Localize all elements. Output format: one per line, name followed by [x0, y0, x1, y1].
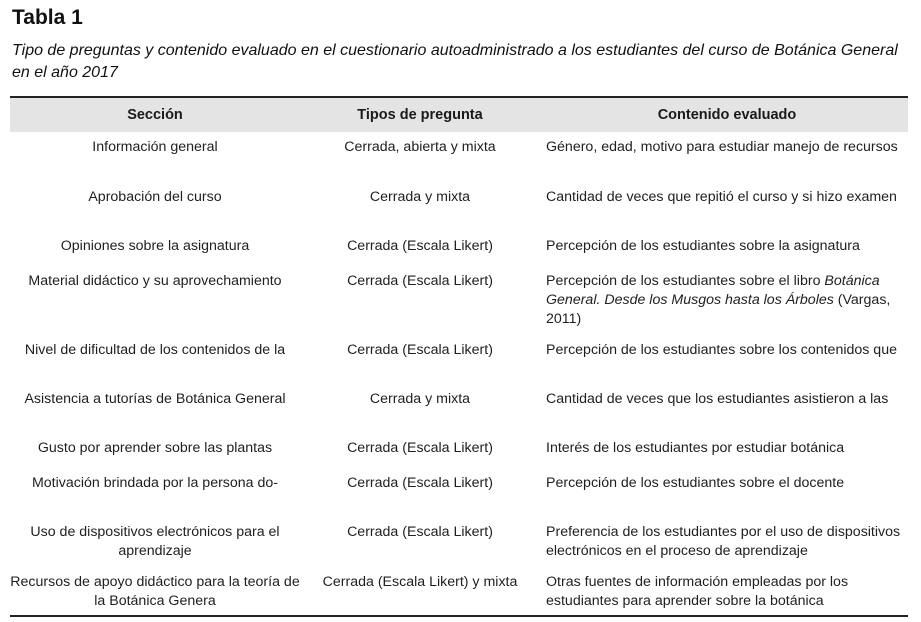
cell-seccion: Material didáctico y su aprovechamiento: [28, 273, 282, 289]
cell-contenido: Cantidad de veces que repitió el curso y si hizo examen: [546, 189, 897, 205]
cell-tipos: Cerrada (Escala Likert): [347, 475, 493, 491]
cell-tipos: Cerrada (Escala Likert) y mixta: [322, 574, 518, 590]
table-bottom-rule: [10, 615, 908, 617]
header-contenido-evaluado: Contenido evaluado: [657, 107, 797, 123]
table-header: [10, 98, 908, 132]
cell-seccion: Asistencia a tutorías de Botánica General: [24, 391, 286, 407]
cell-tipos: Cerrada (Escala Likert): [347, 524, 493, 540]
cell-tipos: Cerrada (Escala Likert): [347, 273, 493, 289]
cell-seccion: Recursos de apoyo didáctico para la teoría de la Botánica Genera: [10, 574, 300, 609]
cell-contenido: Percepción de los estudiantes sobre el docente: [546, 475, 845, 491]
cell-contenido: [546, 272, 908, 329]
cell-contenido: Género, edad, motivo para estudiar manejo de recursos: [546, 139, 898, 155]
cell-contenido: Percepción de los estudiantes sobre la asignatura: [546, 238, 860, 254]
cell-seccion: Información general: [92, 139, 218, 155]
table-caption: Tipo de preguntas y contenido evaluado en el cuestionario autoadministrado a los estudiantes del curso de Botánica General en el año 2017: [12, 42, 898, 81]
cell-tipos: Cerrada (Escala Likert): [347, 440, 493, 456]
contenido-citation: (Vargas, 2011): [546, 292, 891, 327]
cell-tipos: Cerrada y mixta: [369, 189, 471, 205]
cell-contenido: Preferencia de los estudiantes por el uso de dispositivos electrónicos en el proceso de aprendizaje: [546, 524, 901, 559]
cell-seccion: Opiniones sobre la asignatura: [60, 238, 250, 254]
cell-seccion: Motivación brindada por la persona do-: [31, 475, 279, 491]
cell-seccion: Nivel de dificultad de los contenidos de la: [24, 342, 286, 358]
cell-seccion: Aprobación del curso: [88, 189, 222, 205]
cell-seccion: Uso de dispositivos electrónicos para el aprendizaje: [30, 524, 280, 559]
cell-tipos: Cerrada, abierta y mixta: [344, 139, 496, 155]
cell-contenido: Percepción de los estudiantes sobre los contenidos que: [546, 342, 897, 358]
book-title: Botánica General. Desde los Musgos hasta los Árboles: [546, 273, 880, 308]
cell-contenido: Otras fuentes de información empleadas por los estudiantes para aprender sobre la botánica: [546, 574, 849, 609]
cell-tipos: Cerrada (Escala Likert): [347, 238, 493, 254]
table-label: Tabla 1: [12, 6, 83, 29]
cell-tipos: Cerrada (Escala Likert): [347, 342, 493, 358]
contenido-text: Percepción de los estudiantes sobre el libro: [546, 273, 825, 289]
cell-seccion: Gusto por aprender sobre las plantas: [37, 440, 273, 456]
cell-tipos: Cerrada y mixta: [369, 391, 471, 407]
header-tipos-de-pregunta: Tipos de pregunta: [357, 107, 483, 123]
header-seccion: Sección: [127, 107, 183, 123]
cell-contenido: Interés de los estudiantes por estudiar botánica: [546, 440, 845, 456]
cell-contenido: Cantidad de veces que los estudiantes asistieron a las: [546, 391, 889, 407]
